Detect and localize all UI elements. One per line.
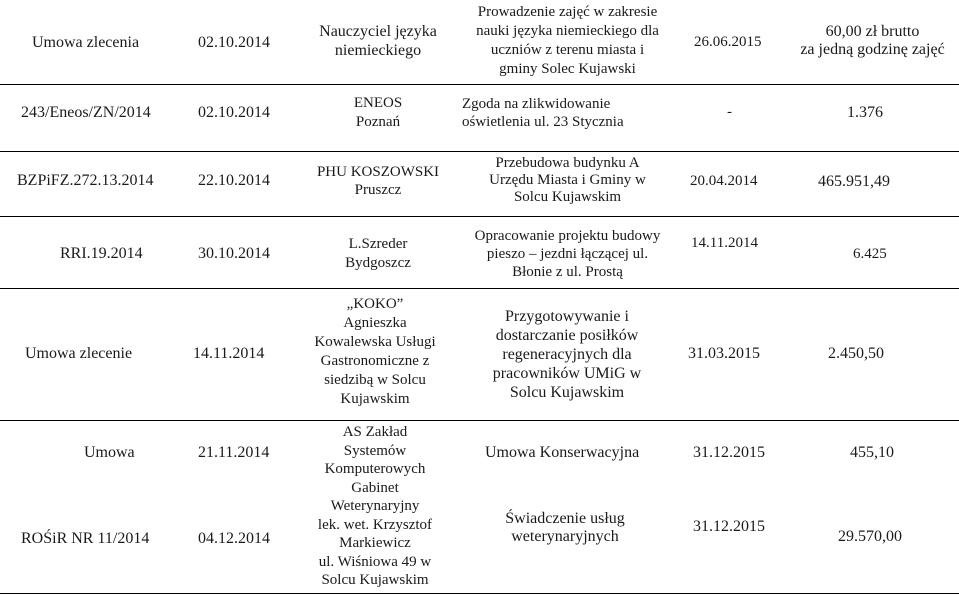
- contract-value: 465.951,49: [818, 173, 890, 190]
- subject-cell: Przygotowywanie i dostarczanie posiłków regeneracyjnych dla pracowników UMiG w Solcu Kujawskim: [492, 308, 642, 401]
- contract-value: 6.425: [853, 246, 887, 262]
- contract-number: Umowa zlecenia: [32, 34, 140, 51]
- subject-text: Umowa Konserwacyjna: [485, 444, 640, 461]
- contract-number: Umowa: [84, 444, 135, 461]
- contractor-cell: L.Szreder Bydgoszcz: [345, 236, 411, 271]
- contract-date: 21.11.2014: [198, 444, 270, 461]
- subject-cell: Świadczenie usług weterynaryjnych: [505, 510, 625, 545]
- subject-cell: Zgoda na zlikwidowanie oświetlenia ul. 23 Stycznia: [462, 96, 624, 130]
- contract-number: RRI.19.2014: [60, 245, 143, 262]
- contract-date: 14.11.2014: [193, 345, 265, 362]
- deadline: 31.03.2015: [688, 345, 760, 362]
- row-divider: [0, 288, 959, 289]
- deadline: 26.06.2015: [694, 34, 762, 50]
- contract-date: 02.10.2014: [198, 34, 270, 51]
- subject-cell: Opracowanie projektu budowy pieszo – jezdni łączącej ul. Błonie z ul. Prostą: [474, 228, 661, 280]
- contractor-cell: AS Zakład Systemów Komputerowych Gabinet Weterynaryjny lek. wet. Krzysztof Markiewicz ul. Wiśniowa 49 w Solcu Kujawskim: [317, 424, 433, 588]
- contract-value: 29.570,00: [838, 528, 902, 545]
- subject-cell: Prowadzenie zajęć w zakresie nauki języka niemieckiego dla uczniów z terenu miasta i gminy Solec Kujawski: [476, 4, 659, 77]
- contract-value: 455,10: [850, 444, 894, 461]
- subject-cell: Przebudowa budynku A Urzędu Miasta i Gminy w Solcu Kujawskim: [489, 155, 646, 205]
- row-divider: [0, 593, 959, 594]
- row-divider: [0, 420, 959, 421]
- deadline: 20.04.2014: [690, 173, 758, 189]
- deadline: 31.12.2015: [693, 444, 765, 461]
- contractor-cell: PHU KOSZOWSKI Pruszcz: [316, 164, 440, 198]
- contractor-cell: „KOKO” Agnieszka Kowalewska Usługi Gastronomiczne z siedzibą w Solcu Kujawskim: [314, 296, 436, 407]
- deadline: 31.12.2015: [693, 518, 765, 535]
- contract-number: ROŚiR NR 11/2014: [21, 530, 150, 547]
- contract-number: 243/Eneos/ZN/2014: [21, 104, 151, 121]
- contract-number: BZPiFZ.272.13.2014: [17, 172, 154, 189]
- deadline: -: [727, 104, 732, 120]
- contract-date: 30.10.2014: [198, 245, 270, 262]
- row-divider: [0, 84, 959, 85]
- contract-number: Umowa zlecenie: [25, 345, 133, 362]
- contractor-cell: ENEOS Poznań: [353, 95, 403, 130]
- contract-value: 2.450,50: [828, 345, 884, 362]
- contract-date: 22.10.2014: [198, 172, 270, 189]
- value-cell: 60,00 zł brutto za jedną godzinę zajęć: [800, 23, 945, 58]
- contract-date: 02.10.2014: [198, 104, 270, 121]
- contract-value: 1.376: [847, 104, 883, 121]
- deadline: 14.11.2014: [691, 235, 758, 251]
- contractor-cell: Nauczyciel języka niemieckiego: [319, 23, 437, 59]
- row-divider: [0, 216, 959, 217]
- contract-date: 04.12.2014: [198, 530, 270, 547]
- row-divider: [0, 151, 959, 152]
